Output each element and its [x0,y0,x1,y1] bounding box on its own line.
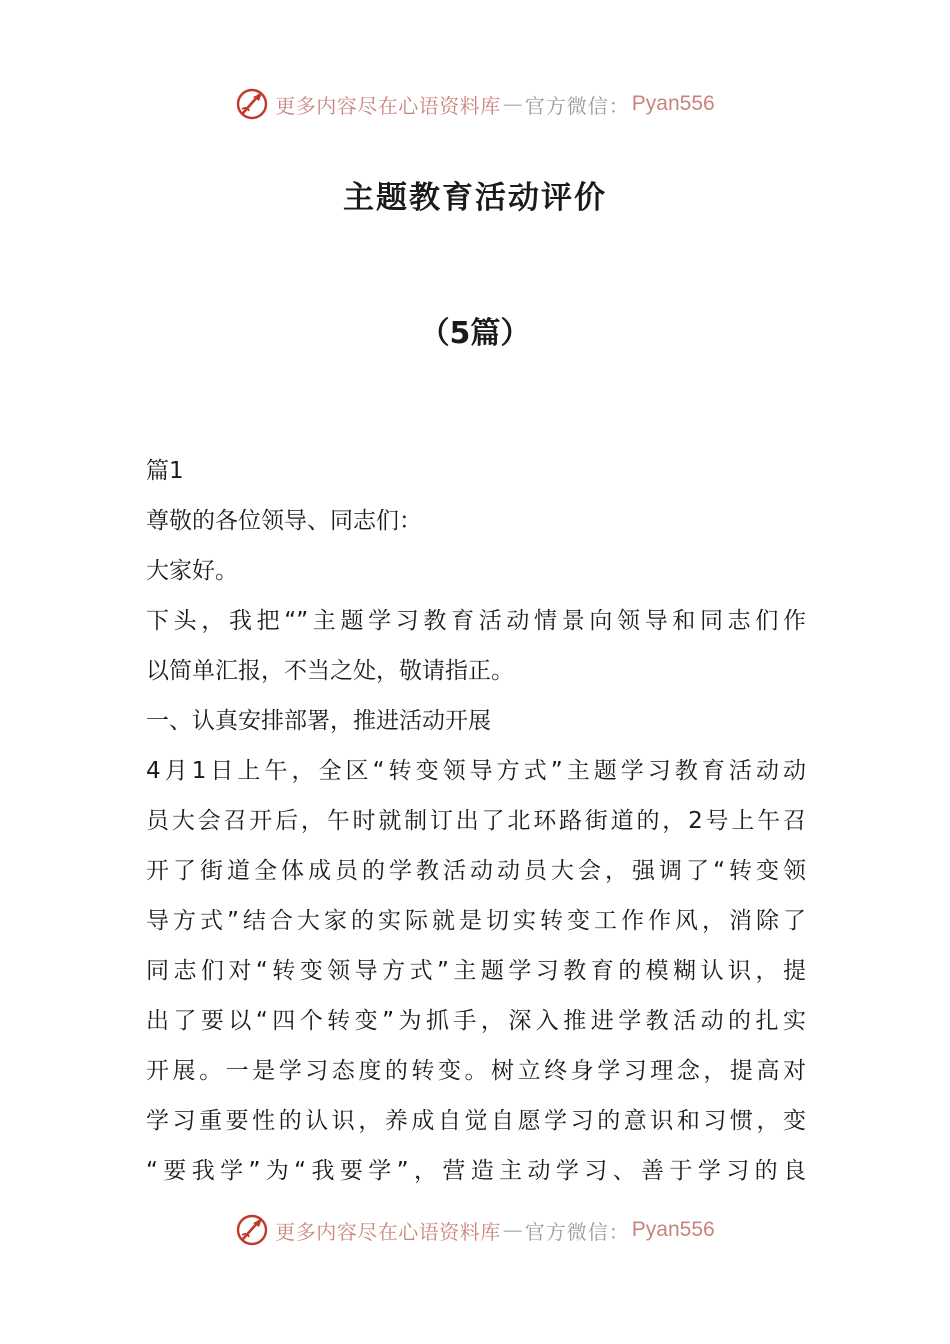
watermark-banner-top [0,82,950,126]
watermark-official-label: 官方微信： [524,1219,630,1244]
section-heading: 篇1 [146,458,184,484]
paragraph-line: 4月1日上午，全区“转变领导方式”主题学习教育活动动 [146,758,806,784]
paragraph-line: 学习重要性的认识，养成自觉自愿学习的意识和习惯，变 [146,1108,806,1134]
document-title: 主题教育活动评价 [343,180,607,216]
watermark-wechat-id: Pyan556 [631,1218,715,1241]
quill-logo-icon [235,1213,269,1247]
paragraph-line: 下头，我把“”主题学习教育活动情景向领导和同志们作 [146,608,806,634]
document-subtitle: （5篇） [419,316,531,351]
paragraph-line: 导方式”结合大家的实际就是切实转变工作作风，消除了 [146,908,806,934]
watermark-dash: — [502,92,523,116]
greeting-line: 大家好。 [146,558,238,584]
quill-logo-icon [235,87,269,121]
paragraph-line: “要我学”为“我要学”，营造主动学习、善于学习的良 [146,1158,806,1184]
watermark-banner-bottom [0,1208,950,1252]
paragraph-line: 同志们对“转变领导方式”主题学习教育的模糊认识，提 [146,958,806,984]
paragraph-line: 员大会召开后，午时就制订出了北环路街道的，2号上午召 [146,808,806,834]
watermark-wechat-id: Pyan556 [631,92,715,115]
paragraph-line: 以简单汇报，不当之处，敬请指正。 [146,658,514,684]
watermark-brand-text: 更多内容尽在心语资料库 [275,1219,501,1244]
watermark-dash: — [502,1218,523,1242]
paragraph-line: 开了街道全体成员的学教活动动员大会，强调了“转变领 [146,858,806,884]
watermark-official-label: 官方微信： [524,93,630,118]
document-body [146,446,806,1196]
paragraph-line: 开展。一是学习态度的转变。树立终身学习理念，提高对 [146,1058,806,1084]
greeting-line: 尊敬的各位领导、同志们： [146,508,422,534]
subsection-heading: 一、认真安排部署，推进活动开展 [146,708,491,734]
paragraph-line: 出了要以“四个转变”为抓手，深入推进学教活动的扎实 [146,1008,806,1034]
watermark-brand-text: 更多内容尽在心语资料库 [275,93,501,118]
